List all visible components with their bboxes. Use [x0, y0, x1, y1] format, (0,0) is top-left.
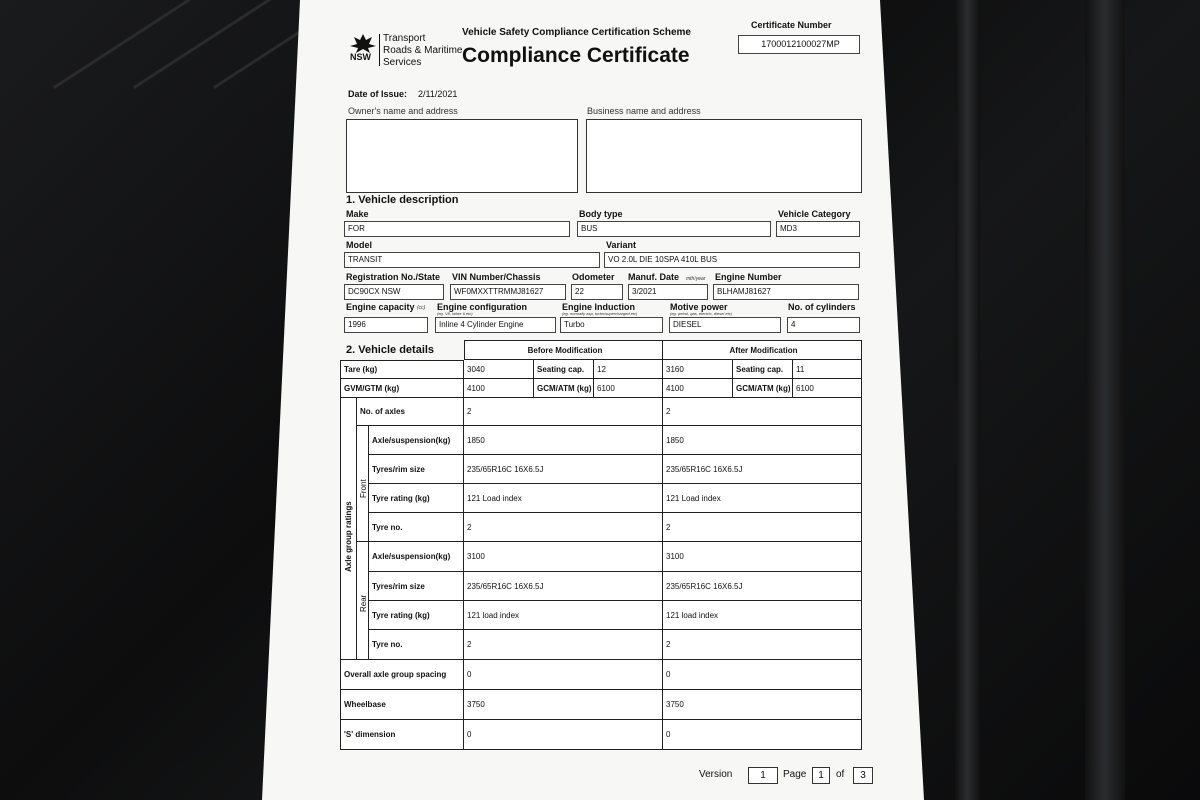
manufacture-date-hint: mth/year — [686, 276, 706, 282]
detail-row-after-value: 1850 — [663, 426, 862, 455]
variant-label: Variant — [606, 240, 637, 250]
detail-row-after-value: 0 — [663, 720, 862, 750]
engine-capacity-label: Engine capacity — [346, 302, 415, 312]
variant-field: VO 2.0L DIE 10SPA 410L BUS — [604, 252, 860, 268]
detail-row-before-value: 0 — [464, 660, 663, 690]
seating-before-value: 12 — [594, 360, 663, 379]
engine-capacity-unit: (cc) — [417, 305, 426, 311]
gcm-before-value: 6100 — [594, 379, 663, 398]
document-title: Compliance Certificate — [462, 44, 690, 67]
make-label: Make — [346, 209, 369, 219]
axle-group-ratings-label: Axle group ratings — [344, 501, 353, 572]
date-of-issue-value: 2/11/2021 — [418, 89, 458, 99]
detail-row-label: Tyres/rim size — [369, 455, 464, 484]
detail-row-after-value: 2 — [663, 630, 862, 660]
detail-row-label: Wheelbase — [340, 690, 464, 720]
detail-row-label: Axle/suspension(kg) — [369, 426, 464, 455]
version-label: Version — [699, 769, 733, 780]
detail-row-label: No. of axles — [357, 398, 464, 426]
model-label: Model — [346, 240, 372, 250]
detail-row-before-value: 235/65R16C 16X6.5J — [464, 572, 663, 601]
detail-row-before-value: 2 — [464, 513, 663, 542]
certificate-number-label: Certificate Number — [751, 20, 832, 30]
detail-row-before-value: 2 — [464, 398, 663, 426]
compliance-certificate — [300, 0, 900, 800]
engine-number-field: BLHAMJ81627 — [713, 284, 859, 300]
detail-row-after-value: 121 load index — [663, 601, 862, 630]
vin-field: WF0MXXTTRMMJ81627 — [450, 284, 566, 300]
engine-induction-label: Engine Induction — [562, 302, 635, 312]
detail-row-before-value: 2 — [464, 630, 663, 660]
before-modification-header: Before Modification — [464, 340, 663, 360]
cylinders-field: 4 — [787, 317, 860, 333]
gcm-label: GCM/ATM (kg) — [733, 379, 793, 398]
waratah-icon — [348, 32, 378, 54]
of-label: of — [836, 769, 845, 780]
detail-row-after-value: 2 — [663, 513, 862, 542]
detail-row-after-value: 0 — [663, 660, 862, 690]
gvm-before-value: 4100 — [464, 379, 534, 398]
model-field: TRANSIT — [344, 252, 600, 268]
detail-row-before-value: 121 Load index — [464, 484, 663, 513]
seating-cap-label: Seating cap. — [534, 360, 594, 379]
business-address-box — [586, 119, 862, 193]
detail-row-after-value: 235/65R16C 16X6.5J — [663, 455, 862, 484]
gcm-after-value: 6100 — [793, 379, 862, 398]
odometer-field: 22 — [571, 284, 623, 300]
vehicle-category-field: MD3 — [776, 221, 860, 237]
scheme-title: Vehicle Safety Compliance Certification Scheme — [462, 27, 691, 38]
seating-after-value: 11 — [793, 360, 862, 379]
engine-capacity-field: 1996 — [344, 317, 428, 333]
date-of-issue-label: Date of Issue: — [348, 89, 408, 99]
owner-label: Owner's name and address — [348, 106, 458, 116]
page-label: Page — [783, 769, 807, 780]
vin-label: VIN Number/Chassis — [452, 272, 541, 282]
tare-before-value: 3040 — [464, 360, 534, 379]
detail-row-label: Overall axle group spacing — [340, 660, 464, 690]
detail-row-before-value: 121 load index — [464, 601, 663, 630]
detail-row-after-value: 121 Load index — [663, 484, 862, 513]
engine-induction-field: Turbo — [560, 317, 663, 333]
detail-row-before-value: 235/65R16C 16X6.5J — [464, 455, 663, 484]
vehicle-category-label: Vehicle Category — [778, 209, 851, 219]
agency-name-line: Roads & Maritime — [383, 45, 463, 56]
cylinders-label: No. of cylinders — [788, 302, 856, 312]
total-pages-field: 3 — [853, 767, 873, 784]
detail-row-after-value: 3100 — [663, 542, 862, 572]
detail-row-before-value: 1850 — [464, 426, 663, 455]
detail-row-before-value: 0 — [464, 720, 663, 750]
detail-row-label: 'S' dimension — [340, 720, 464, 750]
after-modification-header: After Modification — [663, 340, 862, 360]
tare-after-value: 3160 — [663, 360, 733, 379]
motive-power-field: DIESEL — [669, 317, 781, 333]
tare-label: Tare (kg) — [340, 360, 464, 379]
motive-power-hint: (eg. petrol, gas, electric, diesel etc) — [670, 311, 733, 316]
nsw-logo — [348, 32, 378, 66]
vehicle-details-table — [340, 340, 862, 750]
section-vehicle-details-heading: 2. Vehicle details — [346, 344, 435, 356]
seating-cap-label: Seating cap. — [733, 360, 793, 379]
version-field: 1 — [748, 767, 778, 784]
engine-configuration-field: Inline 4 Cylinder Engine — [435, 317, 556, 333]
gvm-after-value: 4100 — [663, 379, 733, 398]
rear-label: Rear — [359, 594, 368, 612]
detail-row-after-value: 235/65R16C 16X6.5J — [663, 572, 862, 601]
body-type-field: BUS — [577, 221, 771, 237]
registration-label: Registration No./State — [346, 272, 441, 282]
gvm-label: GVM/GTM (kg) — [340, 379, 464, 398]
detail-row-before-value: 3750 — [464, 690, 663, 720]
owner-address-box — [346, 119, 578, 193]
registration-field: DC90CX NSW — [344, 284, 444, 300]
detail-row-label: Tyre rating (kg) — [369, 484, 464, 513]
engine-configuration-hint: (eg. V8, inline 6 etc) — [437, 311, 473, 316]
odometer-label: Odometer — [572, 272, 615, 282]
make-field: FOR — [344, 221, 570, 237]
section-vehicle-description-heading: 1. Vehicle description — [346, 194, 459, 206]
engine-configuration-label: Engine configuration — [437, 302, 527, 312]
detail-row-after-value: 3750 — [663, 690, 862, 720]
mat-ridge — [955, 0, 980, 800]
business-label: Business name and address — [587, 106, 701, 116]
mat-ridge — [1085, 0, 1125, 800]
detail-row-label: Tyre rating (kg) — [369, 601, 464, 630]
detail-row-label: Tyres/rim size — [369, 572, 464, 601]
certificate-number-field: 1700012100027MP — [738, 35, 860, 54]
detail-row-label: Tyre no. — [369, 513, 464, 542]
nsw-logo-text: NSW — [350, 52, 371, 62]
detail-row-after-value: 2 — [663, 398, 862, 426]
manufacture-date-field: 3/2021 — [628, 284, 708, 300]
gcm-label: GCM/ATM (kg) — [534, 379, 594, 398]
logo-divider — [379, 34, 380, 66]
agency-name-line: Transport — [383, 33, 426, 44]
body-type-label: Body type — [579, 209, 623, 219]
detail-row-before-value: 3100 — [464, 542, 663, 572]
agency-name-line: Services — [383, 57, 422, 68]
engine-number-label: Engine Number — [715, 272, 782, 282]
front-label: Front — [359, 479, 368, 498]
motive-power-label: Motive power — [670, 302, 728, 312]
detail-row-label: Axle/suspension(kg) — [369, 542, 464, 572]
engine-induction-hint: (eg. normally asp, turbo/supercharged etc) — [562, 311, 638, 316]
manufacture-date-label: Manuf. Date — [628, 272, 680, 282]
detail-row-label: Tyre no. — [369, 630, 464, 660]
page-number-field: 1 — [812, 767, 830, 784]
